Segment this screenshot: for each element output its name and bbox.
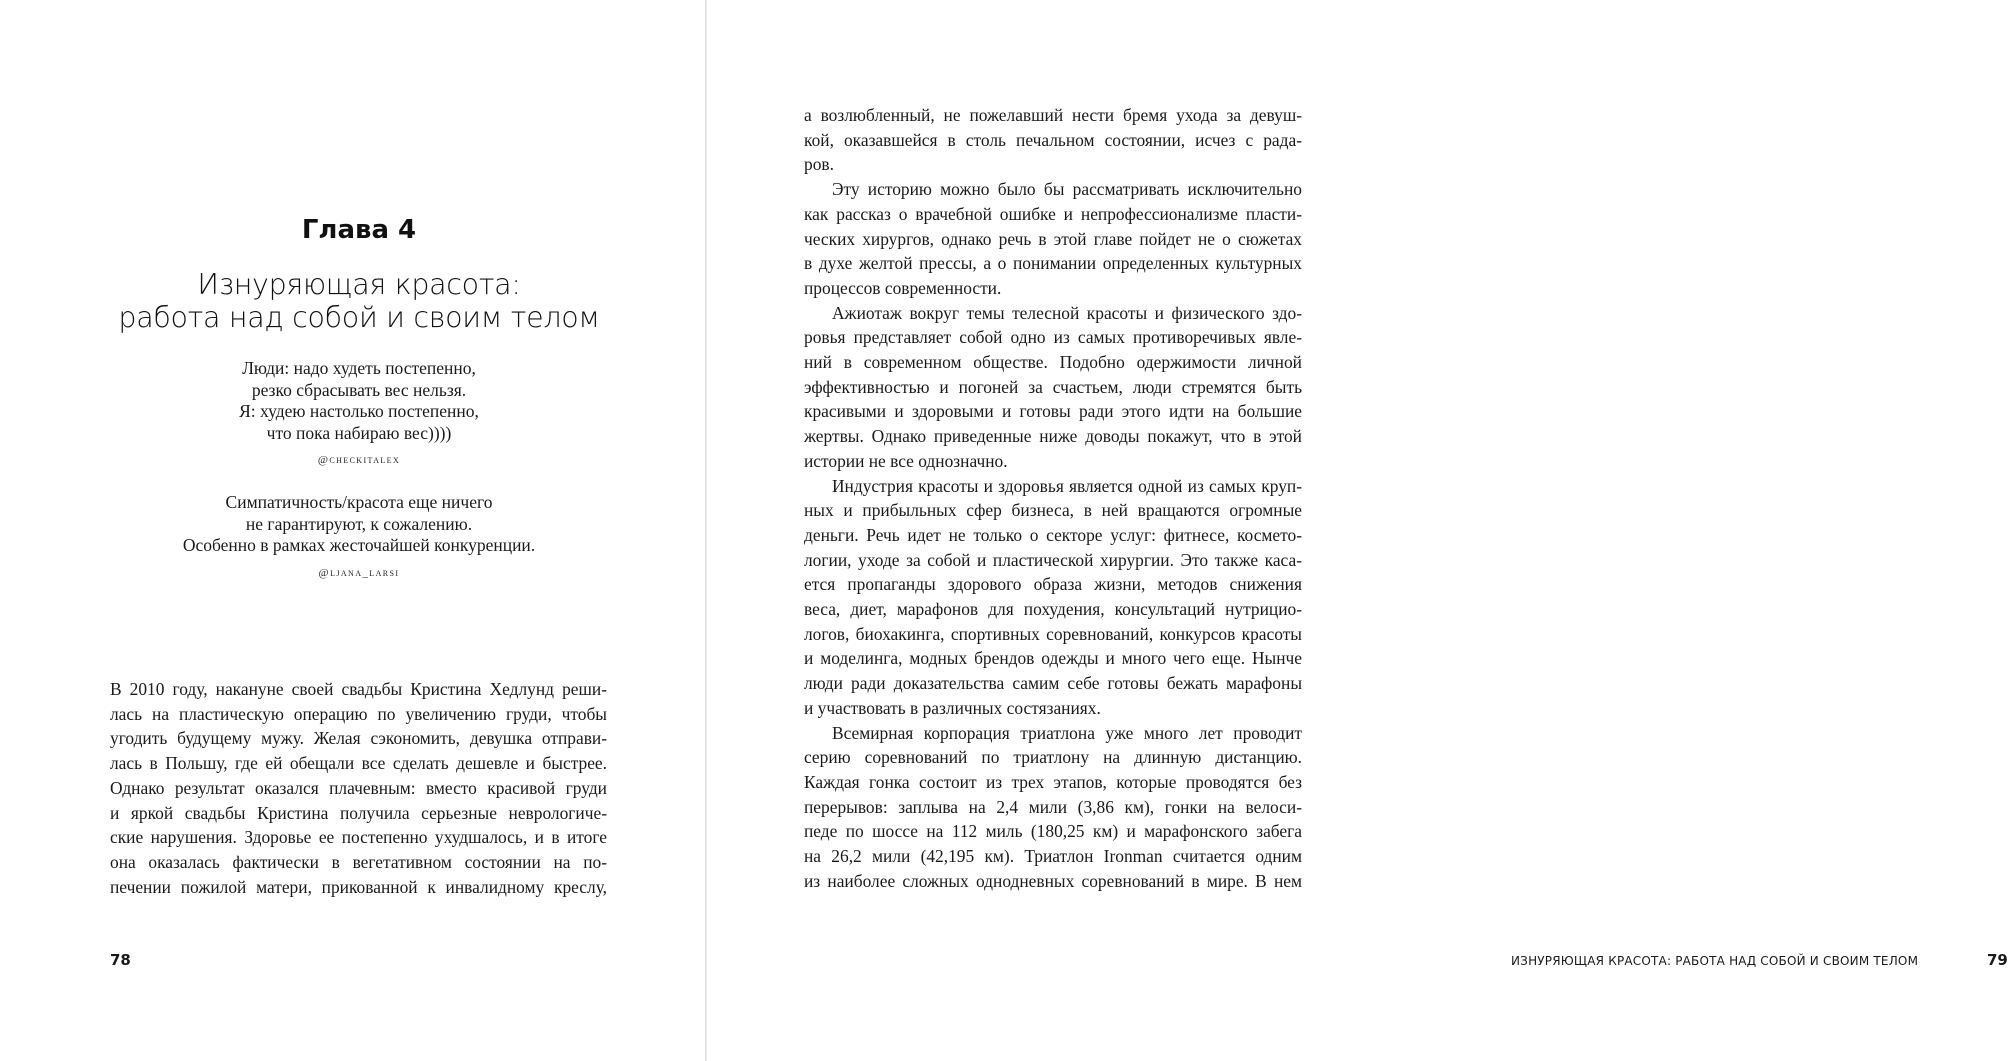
body-line: Всемирная корпорация триатлона уже много лет проводит (832, 722, 1302, 743)
body-line: угодить будущему мужу. Желая сэкономить, девушка отправи- (110, 728, 607, 749)
chapter-title-line: работа над собой и своим телом (118, 301, 600, 334)
body-line: логов, биохакинга, спортивных соревнований, конкурсов красоты (804, 623, 1302, 644)
body-line: кой, оказавшейся в столь печальном состоянии, исчез с рада- (804, 129, 1302, 150)
right-body-text (804, 103, 1302, 894)
body-line: жертвы. Однако приведенные ниже доводы покажут, что в этой (804, 426, 1302, 447)
epigraph-line: Особенно в рамках жесточайшей конкуренции. (182, 535, 536, 556)
epigraph-line: что пока набираю вес)))) (266, 422, 452, 443)
body-line: на 26,2 мили (42,195 км). Триатлон Ironman считается одним (804, 846, 1302, 867)
body-line: и моделинга, модных брендов одежды и много чего еще. Нынче (804, 648, 1302, 669)
left-body-text (110, 677, 607, 899)
body-line: Ажиотаж вокруг темы телесной красоты и физического здо- (832, 302, 1302, 323)
body-line: а возлюбленный, не пожелавший нести бремя ухода за девуш- (804, 105, 1302, 125)
body-line: серию соревнований по триатлону на длинную дистанцию. (804, 747, 1302, 768)
body-line: ские нарушения. Здоровье ее постепенно ухудшалось, и в итоге (110, 827, 607, 848)
body-line: педе по шоссе на 112 миль (180,25 км) и марафонского забега (804, 821, 1302, 842)
epigraph-2 (0, 492, 718, 579)
body-line: ется пропаганды здорового образа жизни, методов снижения (804, 574, 1302, 595)
body-line: ческих хирургов, однако речь в этой главе пойдет не о сюжетах (804, 228, 1302, 249)
epigraph-author: @ljana_larsi (318, 566, 400, 579)
body-line: в духе желтой прессы, а о понимании определенных культурных (804, 253, 1302, 274)
epigraph-line: Симпатичность/красота еще ничего (225, 492, 493, 512)
chapter-number: Глава 4 (301, 215, 417, 245)
body-line: ров. (804, 154, 834, 175)
body-line: эффективностью и погоней за счастьем, люди стремятся быть (804, 376, 1302, 397)
body-line: и участвовать в различных состязаниях. (804, 697, 1101, 718)
body-line: и яркой свадьбы Кристина получила серьезные неврологиче- (110, 802, 607, 823)
chapter-title-line: Изнуряющая красота: (197, 268, 521, 301)
epigraph-line: резко сбрасывать вес нельзя. (251, 379, 467, 400)
body-line: лась на пластическую операцию по увеличению груди, чтобы (110, 703, 607, 724)
body-line: ных и прибыльных сфер бизнеса, в ней вращаются огромные (804, 500, 1302, 521)
body-line: как рассказ о врачебной ошибке и непрофессионализме пласти- (804, 203, 1302, 224)
body-line: Индустрия красоты и здоровья является одной из самых круп- (832, 475, 1302, 496)
running-head: ИЗНУРЯЮЩАЯ КРАСОТА: РАБОТА НАД СОБОЙ И СВОИМ ТЕЛОМ (1511, 954, 1919, 968)
body-line: лась в Польшу, где ей обещали все сделать дешевле и быстрее. (110, 753, 607, 774)
page-number-right: 79 (1987, 951, 2008, 969)
body-line: перерывов: заплыва на 2,4 мили (3,86 км), гонки на велоси- (804, 796, 1302, 817)
epigraph-line: Я: худею настолько постепенно, (239, 401, 479, 422)
body-line: процессов современности. (804, 277, 1002, 298)
body-line: ний в современном обществе. Подобно одержимости личной (804, 352, 1302, 373)
body-line: В 2010 году, накануне своей свадьбы Кристина Хедлунд реши- (110, 679, 607, 699)
body-line: печении пожилой матери, прикованной к инвалидному креслу, (110, 876, 607, 897)
body-line: Однако результат оказался плачевным: вместо красивой груди (110, 777, 607, 798)
epigraph-author: @checkitalex (317, 454, 401, 467)
body-line: Каждая гонка состоит из трех этапов, которые проводятся без (804, 771, 1302, 792)
body-line: ровья представляет собой одно из самых противоречивых явле- (804, 327, 1302, 348)
body-line: логии, уходе за собой и пластической хирургии. Это также каса- (804, 549, 1302, 570)
body-line: деньги. Речь идет не только о секторе услуг: фитнесе, космето- (804, 524, 1302, 545)
body-line: люди ради доказательства самим себе готовы бежать марафоны (804, 673, 1302, 694)
left-page (0, 0, 705, 1061)
body-line: Эту историю можно было бы рассматривать исключительно (832, 179, 1302, 200)
body-line: из наиболее сложных однодневных соревнований в мире. В нем (804, 870, 1302, 891)
epigraph-line: не гарантируют, к сожалению. (245, 513, 473, 534)
body-line: веса, диет, марафонов для похудения, консультаций нутрицио- (804, 599, 1302, 620)
body-line: она оказалась фактически в вегетативном состоянии на по- (110, 851, 607, 872)
epigraph-line: Люди: надо худеть постепенно, (242, 358, 476, 378)
chapter-title (0, 268, 718, 334)
body-line: истории не все однозначно. (804, 450, 1008, 471)
page-number-left: 78 (110, 951, 131, 969)
body-line: красивыми и здоровыми и готовы ради этого идти на большие (804, 401, 1302, 422)
epigraph-1 (0, 358, 718, 466)
